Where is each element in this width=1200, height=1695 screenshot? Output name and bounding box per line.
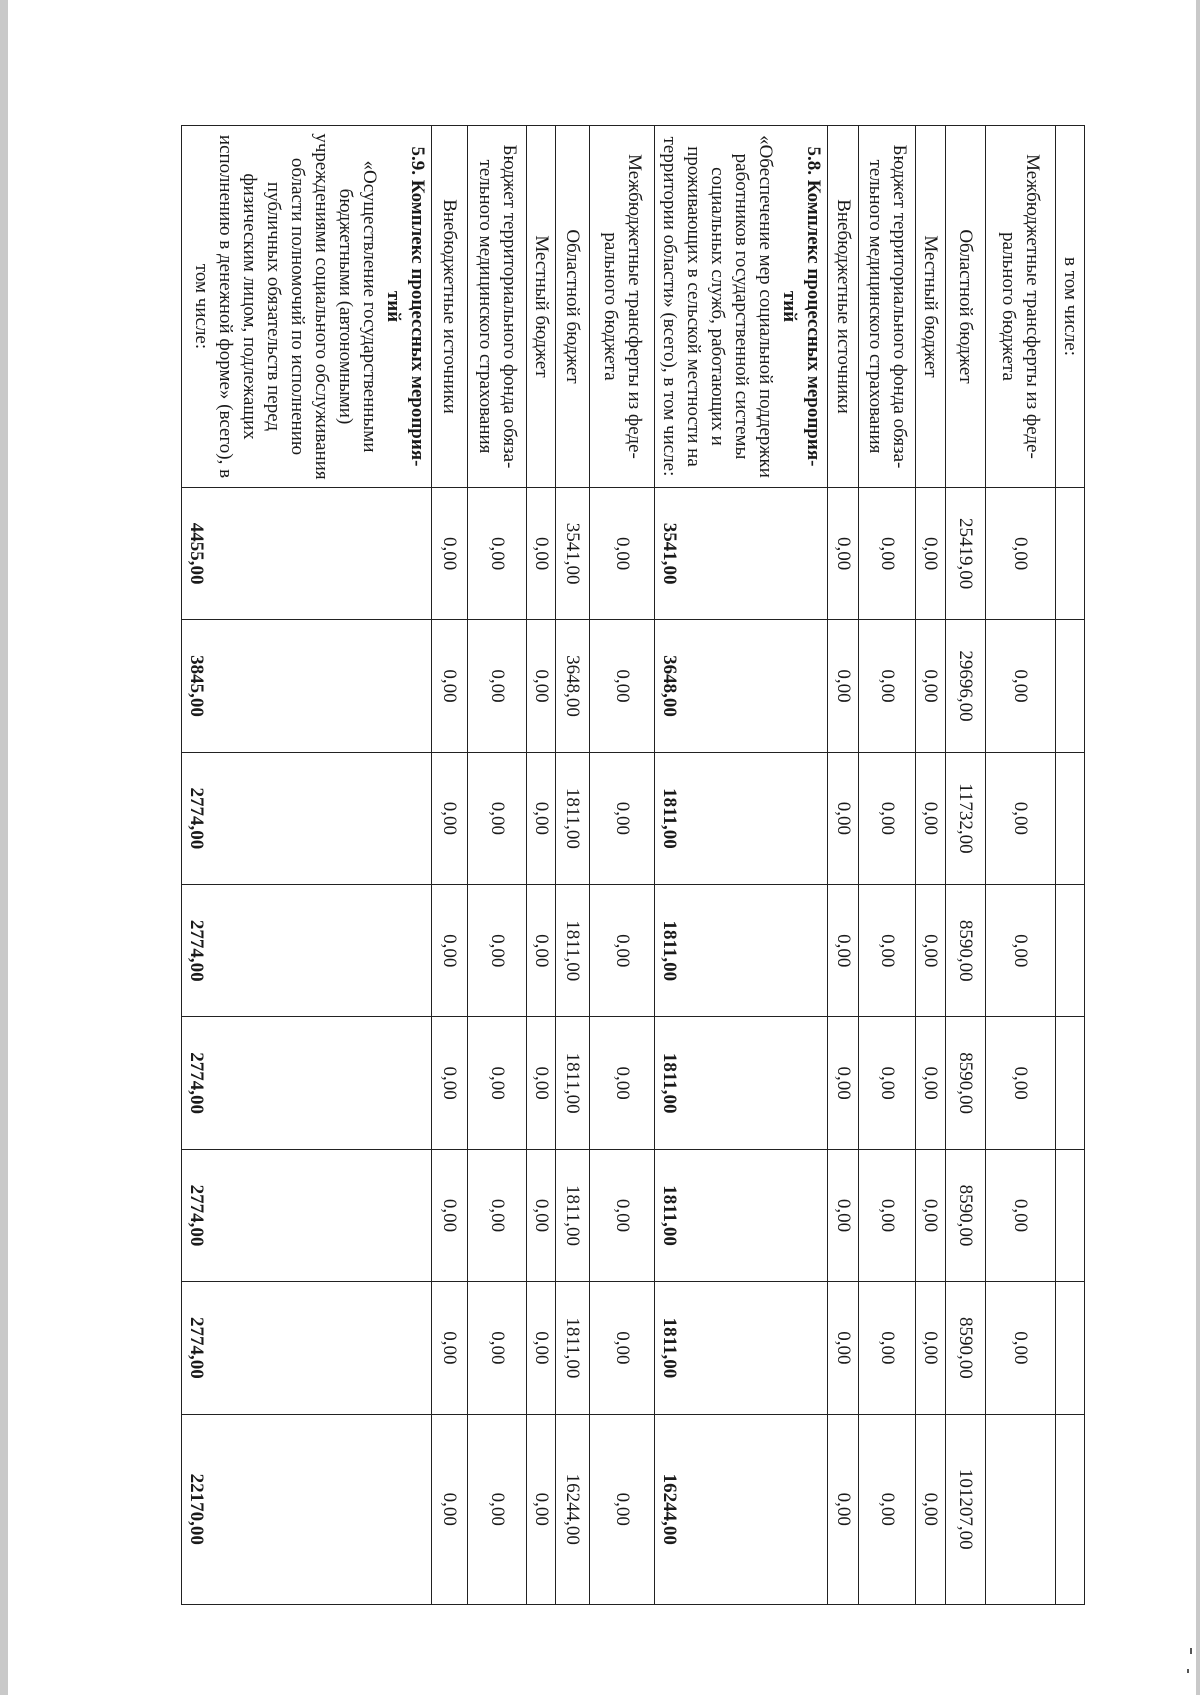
value-cell: 0,00	[828, 1149, 859, 1281]
row-label: Областной бюджет	[556, 126, 590, 488]
header-label: в том числе:	[1056, 126, 1085, 488]
value-cell: 0,00	[468, 620, 527, 752]
scan-speck	[1190, 1648, 1192, 1654]
value-cell: 0,00	[468, 1414, 527, 1604]
table-row	[916, 126, 946, 1605]
value-cell: 1811,00	[556, 1149, 590, 1281]
value-cell: 0,00	[859, 1282, 916, 1414]
value-cell: 0,00	[916, 1414, 946, 1604]
value-cell: 1811,00	[655, 752, 828, 884]
row-label: Местный бюджет	[527, 126, 556, 488]
value-cell: 1811,00	[556, 1282, 590, 1414]
value-cell: 1811,00	[556, 752, 590, 884]
value-cell: 0,00	[916, 885, 946, 1017]
value-cell: 16244,00	[556, 1414, 590, 1604]
value-cell: 2774,00	[182, 885, 432, 1017]
value-cell: 0,00	[590, 487, 655, 619]
value-cell: 0,00	[468, 885, 527, 1017]
value-cell: 0,00	[916, 1017, 946, 1149]
value-cell: 0,00	[468, 1017, 527, 1149]
empty-cell	[1056, 487, 1085, 619]
value-cell: 0,00	[828, 487, 859, 619]
value-cell: 29696,00	[946, 620, 986, 752]
value-cell: 0,00	[432, 1282, 468, 1414]
empty-cell	[1056, 885, 1085, 1017]
value-cell: 0,00	[986, 1017, 1056, 1149]
value-cell: 0,00	[432, 1414, 468, 1604]
value-cell: 0,00	[527, 1414, 556, 1604]
value-cell: 11732,00	[946, 752, 986, 884]
table-row	[590, 126, 655, 1605]
value-cell: 0,00	[986, 885, 1056, 1017]
budget-table	[181, 125, 1085, 1605]
value-cell: 0,00	[916, 620, 946, 752]
value-cell: 0,00	[590, 752, 655, 884]
value-cell: 0,00	[859, 487, 916, 619]
value-cell: 0,00	[916, 1149, 946, 1281]
empty-cell	[1056, 1149, 1085, 1281]
value-cell: 0,00	[527, 1149, 556, 1281]
empty-cell	[1056, 752, 1085, 884]
value-cell: 16244,00	[655, 1414, 828, 1604]
value-cell: 0,00	[916, 487, 946, 619]
value-cell: 2774,00	[182, 1282, 432, 1414]
value-cell: 0,00	[986, 620, 1056, 752]
value-cell: 0,00	[468, 1149, 527, 1281]
scan-speck	[1187, 1669, 1189, 1673]
value-cell: 0,00	[432, 1017, 468, 1149]
value-cell: 0,00	[432, 487, 468, 619]
value-cell: 0,00	[986, 487, 1056, 619]
value-cell: 1811,00	[655, 1017, 828, 1149]
value-cell: 8590,00	[946, 1017, 986, 1149]
document-page	[8, 0, 1196, 1695]
empty-cell	[1056, 1017, 1085, 1149]
complex-row	[182, 126, 432, 1605]
value-cell: 0,00	[859, 1414, 916, 1604]
value-cell: 0,00	[432, 752, 468, 884]
value-cell: 8590,00	[946, 885, 986, 1017]
value-cell: 0,00	[527, 885, 556, 1017]
row-label: Межбюджетные трансферты из феде-ральногo бюджета	[986, 126, 1056, 488]
complex-title: 5.9. Комплекс процессных мероприя-тий	[383, 146, 428, 467]
value-cell: 0,00	[859, 1149, 916, 1281]
value-cell: 101207,00	[946, 1414, 986, 1604]
value-cell: 8590,00	[946, 1282, 986, 1414]
value-cell: 0,00	[590, 1282, 655, 1414]
header-row	[1056, 126, 1085, 1605]
value-cell: 3845,00	[182, 620, 432, 752]
value-cell: 0,00	[527, 487, 556, 619]
empty-cell	[1056, 620, 1085, 752]
value-cell: 0,00	[828, 752, 859, 884]
value-cell: 0,00	[828, 885, 859, 1017]
value-cell: 0,00	[859, 885, 916, 1017]
value-cell: 0,00	[468, 1282, 527, 1414]
value-cell: 1811,00	[556, 1017, 590, 1149]
value-cell: 8590,00	[946, 1149, 986, 1281]
rotated-table-wrapper	[185, 125, 1085, 1605]
complex-label	[182, 126, 432, 488]
value-cell: 0,00	[859, 752, 916, 884]
complex-label	[655, 126, 828, 488]
value-cell: 0,00	[859, 1017, 916, 1149]
value-cell: 1811,00	[655, 1149, 828, 1281]
value-cell: 0,00	[859, 620, 916, 752]
value-cell: 0,00	[828, 1017, 859, 1149]
table-row	[556, 126, 590, 1605]
value-cell: 0,00	[590, 1414, 655, 1604]
value-cell: 0,00	[432, 885, 468, 1017]
value-cell: 1811,00	[655, 885, 828, 1017]
value-cell: 0,00	[527, 1017, 556, 1149]
row-label: Межбюджетные трансферты из феде-рального бюджета	[590, 126, 655, 488]
table-row	[527, 126, 556, 1605]
value-cell: 0,00	[828, 1282, 859, 1414]
value-cell: 3541,00	[556, 487, 590, 619]
value-cell: 0,00	[432, 620, 468, 752]
value-cell: 0,00	[432, 1149, 468, 1281]
table-row	[432, 126, 468, 1605]
value-cell: 0,00	[828, 1414, 859, 1604]
value-cell: 0,00	[916, 752, 946, 884]
table-row	[986, 126, 1056, 1605]
value-cell: 0,00	[527, 752, 556, 884]
value-cell: 0,00	[986, 1282, 1056, 1414]
value-cell: 22170,00	[182, 1414, 432, 1604]
value-cell: 0,00	[590, 620, 655, 752]
complex-description: «Осуществление государственными бюджетными (автономными) учреждениями социального обслуживания области полномочий по исполнению публичных обязательств перед физическим лицом, подлежащих исполнению в денежной форме» (всего), в том числе:	[191, 133, 380, 480]
value-cell: 2774,00	[182, 1149, 432, 1281]
row-label: Областной бюджет	[946, 126, 986, 488]
value-cell: 0,00	[828, 620, 859, 752]
value-cell: 3648,00	[556, 620, 590, 752]
value-cell: 0,00	[527, 620, 556, 752]
row-label: Местный бюджет	[916, 126, 946, 488]
complex-description: «Обеспечение мер социальной поддержки работников государственной системы социальных служб, работающих и проживающих в сельской местности на территории области» (всего), в том числе:	[659, 135, 776, 478]
value-cell: 0,00	[986, 1149, 1056, 1281]
table-row	[946, 126, 986, 1605]
empty-cell	[1056, 1282, 1085, 1414]
value-cell: 0,00	[527, 1282, 556, 1414]
row-label: Бюджет территориального фонда обяза-тельного медицинского страхования	[859, 126, 916, 488]
empty-cell	[1056, 1414, 1085, 1604]
value-cell: 3648,00	[655, 620, 828, 752]
value-cell: 0,00	[468, 752, 527, 884]
value-cell: 0,00	[916, 1282, 946, 1414]
table-row	[859, 126, 916, 1605]
value-cell: 4455,00	[182, 487, 432, 619]
complex-row	[655, 126, 828, 1605]
value-cell: 0,00	[590, 1017, 655, 1149]
table-row	[468, 126, 527, 1605]
row-label: Бюджет территориального фонда обяза-тельного медицинского страхования	[468, 126, 527, 488]
value-cell: 3541,00	[655, 487, 828, 619]
row-label: Внебюджетные источники	[828, 126, 859, 488]
value-cell: 2774,00	[182, 752, 432, 884]
table-row	[828, 126, 859, 1605]
value-cell: 0,00	[590, 1149, 655, 1281]
value-cell: 0,00	[986, 752, 1056, 884]
value-cell: 25419,00	[946, 487, 986, 619]
value-cell: 0,00	[590, 885, 655, 1017]
value-cell: 1811,00	[556, 885, 590, 1017]
row-label: Внебюджетные источники	[432, 126, 468, 488]
value-cell	[986, 1414, 1056, 1604]
value-cell: 2774,00	[182, 1017, 432, 1149]
value-cell: 1811,00	[655, 1282, 828, 1414]
value-cell: 0,00	[468, 487, 527, 619]
complex-title: 5.8. Комплекс процессных мероприя-тий	[779, 146, 824, 467]
